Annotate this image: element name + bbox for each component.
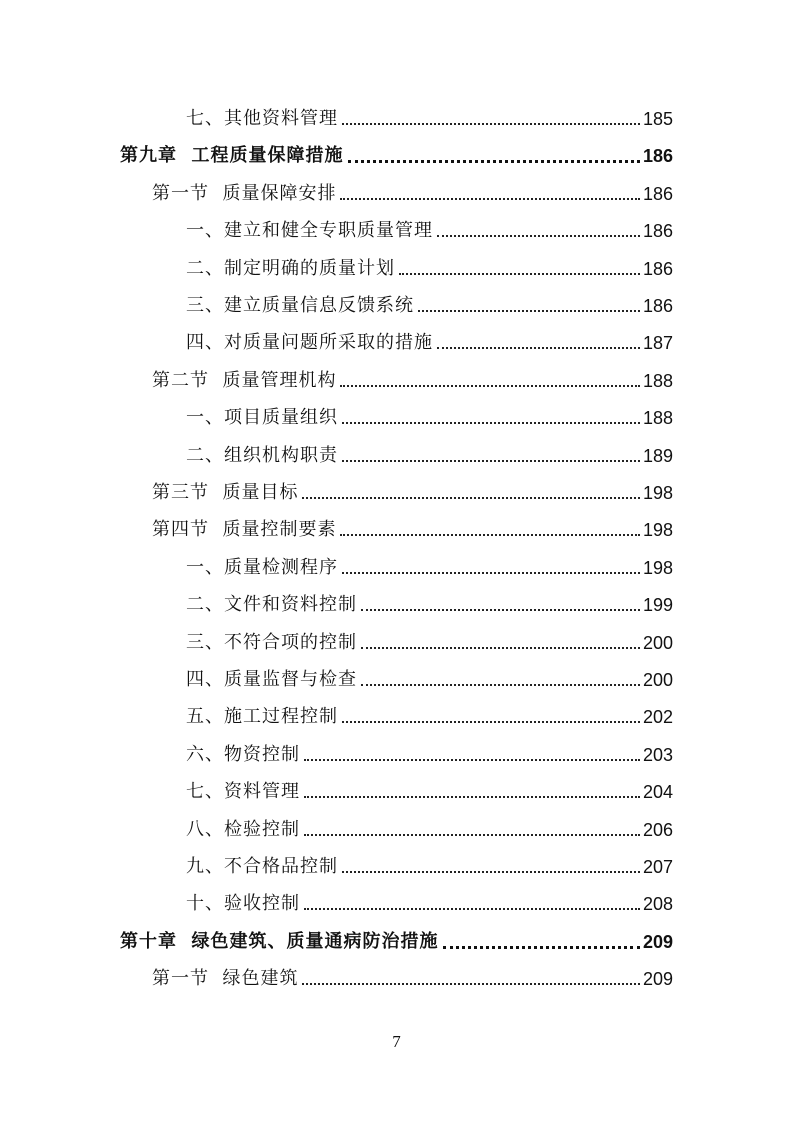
- toc-entry-label: 第一节 绿色建筑: [152, 968, 299, 990]
- toc-subsection-entry[interactable]: [186, 667, 673, 693]
- toc-entry-label: 三、建立质量信息反馈系统: [186, 295, 414, 316]
- toc-entry-label: 第十章 绿色建筑、质量通病防治措施: [120, 930, 439, 952]
- toc-subsection-entry[interactable]: [186, 405, 673, 431]
- toc-entry-page: 206: [642, 819, 673, 840]
- toc-entry-label: 六、物资控制: [186, 743, 300, 765]
- toc-section-entry[interactable]: [152, 368, 673, 394]
- dot-leader: [302, 497, 640, 499]
- dot-leader: [342, 871, 640, 873]
- toc-subsection-entry[interactable]: [186, 106, 673, 132]
- toc-chapter-entry[interactable]: [120, 929, 673, 955]
- toc-entry-page: 186: [642, 221, 673, 242]
- toc-entry-label: 二、组织机构职责: [186, 444, 338, 466]
- toc-section-entry[interactable]: [152, 480, 673, 506]
- toc-subsection-entry[interactable]: [186, 854, 673, 880]
- toc-entry-page: 188: [642, 408, 673, 429]
- toc-entry-label: 第一节 质量保障安排: [152, 182, 337, 204]
- toc-section-entry[interactable]: [152, 181, 673, 207]
- toc-entry-label: 二、文件和资料控制: [186, 594, 357, 616]
- dot-leader: [348, 160, 640, 163]
- page-number: 7: [392, 1032, 401, 1051]
- toc-entry-page: 198: [642, 483, 673, 503]
- dot-leader: [340, 198, 640, 200]
- toc-subsection-entry[interactable]: [186, 218, 673, 244]
- dot-leader: [361, 647, 640, 649]
- toc-subsection-entry[interactable]: [186, 555, 673, 581]
- toc-subsection-entry[interactable]: [186, 704, 673, 730]
- dot-leader: [342, 460, 640, 462]
- dot-leader: [361, 609, 640, 611]
- dot-leader: [340, 385, 640, 387]
- toc-entry-label: 第三节 质量目标: [152, 482, 299, 503]
- toc-section-entry[interactable]: [152, 517, 673, 543]
- toc-entry-page: 204: [642, 782, 673, 803]
- dot-leader: [437, 235, 640, 237]
- toc-entry-label: 五、施工过程控制: [186, 706, 338, 728]
- dot-leader: [443, 946, 640, 949]
- toc-entry-page: 198: [642, 557, 673, 578]
- toc-entry-page: 200: [642, 670, 673, 690]
- toc-entry-label: 第四节 质量控制要素: [152, 519, 337, 541]
- dot-leader: [304, 834, 640, 836]
- dot-leader: [342, 572, 640, 574]
- toc-entry-label: 七、资料管理: [186, 781, 300, 803]
- toc-subsection-entry[interactable]: [186, 779, 673, 805]
- toc-entry-label: 二、制定明确的质量计划: [186, 257, 395, 279]
- toc-entry-page: 200: [642, 632, 673, 653]
- toc-entry-page: 198: [642, 520, 673, 541]
- toc-entry-label: 三、不符合项的控制: [186, 631, 357, 653]
- dot-leader: [304, 759, 640, 761]
- toc-entry-label: 第二节 质量管理机构: [152, 369, 337, 391]
- toc-entry-label: 十、验收控制: [186, 893, 300, 915]
- toc-subsection-entry[interactable]: [186, 293, 673, 319]
- toc-chapter-entry[interactable]: [120, 143, 673, 169]
- dot-leader: [418, 310, 640, 312]
- dot-leader: [361, 684, 640, 686]
- toc-subsection-entry[interactable]: [186, 630, 673, 656]
- toc-entry-label: 一、建立和健全专职质量管理: [186, 220, 433, 242]
- toc-entry-page: 207: [642, 857, 673, 877]
- toc-entry-page: 203: [642, 744, 673, 765]
- dot-leader: [437, 347, 640, 349]
- toc-entry-page: 208: [642, 894, 673, 915]
- dot-leader: [342, 721, 640, 723]
- toc-entry-label: 七、其他资料管理: [186, 108, 338, 129]
- toc-entry-page: 186: [642, 296, 673, 316]
- dot-leader: [304, 796, 640, 798]
- toc-entry-label: 八、检验控制: [186, 818, 300, 840]
- dot-leader: [302, 983, 640, 985]
- toc-subsection-entry[interactable]: [186, 817, 673, 843]
- toc-entry-label: 一、质量检测程序: [186, 556, 338, 578]
- dot-leader: [304, 908, 640, 910]
- toc-subsection-entry[interactable]: [186, 443, 673, 469]
- dot-leader: [399, 273, 640, 275]
- toc-subsection-entry[interactable]: [186, 742, 673, 768]
- toc-entry-page: 209: [642, 931, 673, 952]
- toc-entry-label: 一、项目质量组织: [186, 407, 338, 429]
- toc-entry-page: 186: [642, 183, 673, 204]
- toc-entry-page: 202: [642, 707, 673, 728]
- toc-entry-label: 九、不合格品控制: [186, 856, 338, 877]
- toc-entry-page: 209: [642, 969, 673, 990]
- dot-leader: [340, 534, 640, 536]
- toc-entry-page: 189: [642, 445, 673, 466]
- toc-entry-label: 第九章 工程质量保障措施: [120, 145, 344, 167]
- dot-leader: [342, 123, 640, 125]
- toc-entry-page: 185: [642, 109, 673, 129]
- toc-entry-label: 四、对质量问题所采取的措施: [186, 332, 433, 354]
- toc-entry-page: 186: [642, 146, 673, 167]
- toc-subsection-entry[interactable]: [186, 256, 673, 282]
- toc-entry-label: 四、质量监督与检查: [186, 669, 357, 690]
- dot-leader: [342, 422, 640, 424]
- toc-subsection-entry[interactable]: [186, 891, 673, 917]
- toc-subsection-entry[interactable]: [186, 592, 673, 618]
- toc-entry-page: 199: [642, 595, 673, 616]
- toc-section-entry[interactable]: [152, 966, 673, 992]
- toc-subsection-entry[interactable]: [186, 330, 673, 356]
- toc-entry-page: 188: [642, 370, 673, 391]
- toc-entry-page: 186: [642, 258, 673, 279]
- toc-entry-page: 187: [642, 333, 673, 354]
